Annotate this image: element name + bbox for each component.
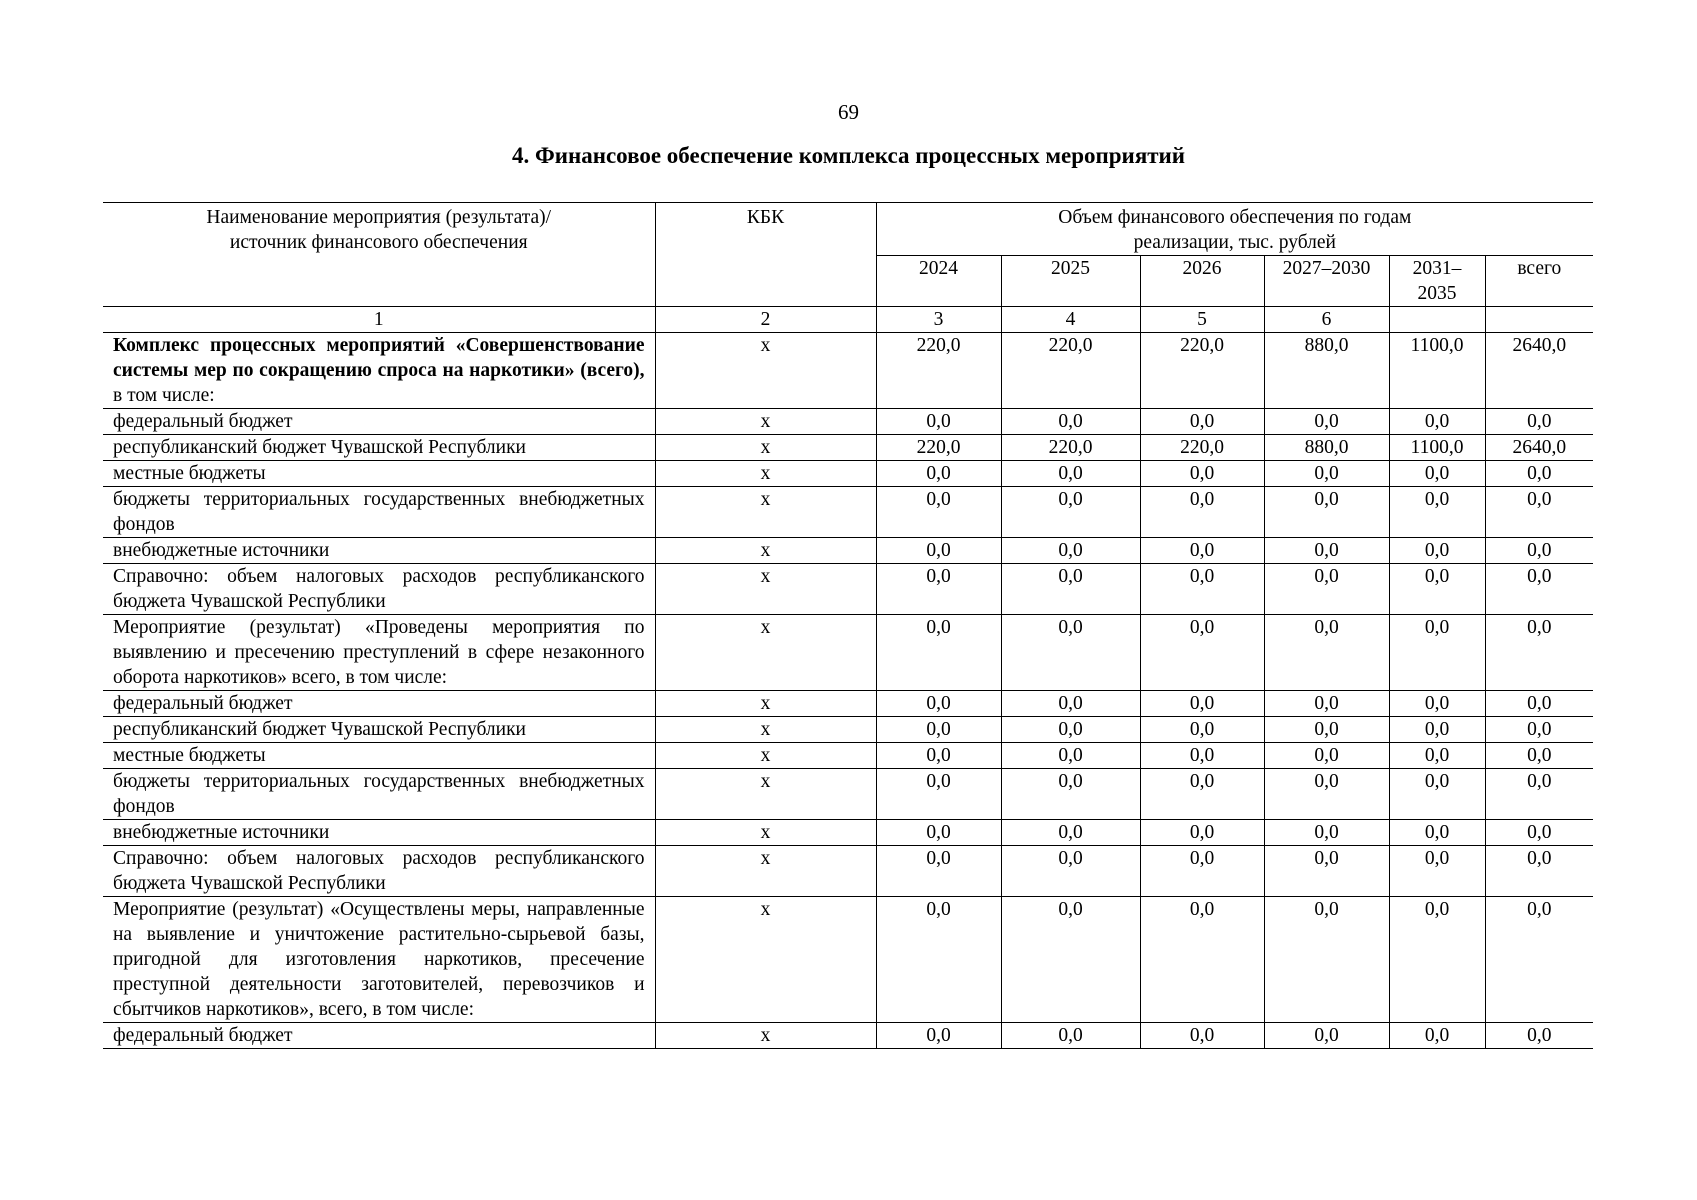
row-value: 0,0 — [1140, 615, 1264, 691]
row-name-cell — [103, 691, 655, 717]
row-value: 0,0 — [1389, 409, 1485, 435]
row-name: федеральный бюджет — [113, 693, 293, 714]
row-value: 0,0 — [1485, 897, 1593, 1023]
table-row — [103, 820, 1593, 846]
row-value: 0,0 — [1001, 409, 1140, 435]
row-kbk: х — [655, 1023, 876, 1049]
row-name-cell — [103, 743, 655, 769]
row-value: 880,0 — [1264, 333, 1389, 409]
table-row — [103, 1023, 1593, 1049]
row-kbk: х — [655, 435, 876, 461]
row-name: Мероприятие (результат) «Осуществлены меры, направленные на выявление и уничтожение растительно-сырьевой базы, пригодной для изготовления наркотиков, пресечение преступной деятельности заготовителей, перевозчиков и сбытчиков наркотиков», всего, в том числе: — [113, 899, 645, 1020]
row-value: 0,0 — [1389, 461, 1485, 487]
row-value: 1100,0 — [1389, 435, 1485, 461]
col-number-5: 5 — [1140, 307, 1264, 333]
row-value: 220,0 — [1001, 435, 1140, 461]
header-volume-line-1: Объем финансового обеспечения по годам — [1058, 207, 1412, 228]
row-name: в том числе: — [113, 385, 215, 406]
row-value: 0,0 — [1264, 846, 1389, 897]
row-value: 0,0 — [1140, 846, 1264, 897]
header-name-line-1: Наименование мероприятия (результата)/ — [206, 207, 552, 228]
col-number-8 — [1485, 307, 1593, 333]
row-value: 0,0 — [1001, 717, 1140, 743]
row-value: 0,0 — [1001, 564, 1140, 615]
row-value: 0,0 — [1264, 717, 1389, 743]
row-kbk: х — [655, 769, 876, 820]
table-row — [103, 769, 1593, 820]
row-name-cell — [103, 409, 655, 435]
row-name: внебюджетные источники — [113, 540, 330, 561]
row-value: 0,0 — [876, 691, 1001, 717]
row-name-cell — [103, 461, 655, 487]
column-number-row — [103, 307, 1593, 333]
row-value: 0,0 — [1001, 538, 1140, 564]
row-value: 0,0 — [1001, 743, 1140, 769]
table-row — [103, 615, 1593, 691]
row-value: 1100,0 — [1389, 333, 1485, 409]
row-kbk: х — [655, 487, 876, 538]
row-kbk: х — [655, 615, 876, 691]
row-value: 0,0 — [876, 487, 1001, 538]
row-value: 0,0 — [876, 409, 1001, 435]
page-number: 69 — [838, 100, 859, 124]
row-value: 0,0 — [1389, 743, 1485, 769]
row-value: 0,0 — [1140, 820, 1264, 846]
row-value: 220,0 — [1001, 333, 1140, 409]
table-row — [103, 717, 1593, 743]
row-value: 220,0 — [1140, 435, 1264, 461]
row-value: 0,0 — [1389, 564, 1485, 615]
col-number-7 — [1389, 307, 1485, 333]
col-number-4: 4 — [1001, 307, 1140, 333]
row-value: 0,0 — [1001, 691, 1140, 717]
row-value: 0,0 — [1389, 691, 1485, 717]
row-name-cell — [103, 333, 655, 409]
header-year-2031-2035 — [1389, 256, 1485, 307]
row-value: 0,0 — [876, 717, 1001, 743]
table-row — [103, 743, 1593, 769]
row-value: 0,0 — [1389, 769, 1485, 820]
row-value: 0,0 — [1140, 743, 1264, 769]
row-kbk: х — [655, 717, 876, 743]
row-value: 0,0 — [1264, 691, 1389, 717]
row-value: 0,0 — [1389, 846, 1485, 897]
row-value: 0,0 — [1264, 461, 1389, 487]
col-number-2: 2 — [655, 307, 876, 333]
header-volume-cell — [876, 203, 1593, 256]
row-name-cell — [103, 1023, 655, 1049]
table-row — [103, 409, 1593, 435]
row-value: 0,0 — [876, 820, 1001, 846]
row-value: 0,0 — [1485, 487, 1593, 538]
row-value: 0,0 — [1485, 691, 1593, 717]
row-value: 0,0 — [1389, 1023, 1485, 1049]
row-value: 0,0 — [876, 1023, 1001, 1049]
row-value: 0,0 — [1389, 820, 1485, 846]
row-value: 0,0 — [1264, 487, 1389, 538]
row-value: 0,0 — [876, 564, 1001, 615]
row-kbk: х — [655, 333, 876, 409]
row-name-cell — [103, 717, 655, 743]
table-row — [103, 435, 1593, 461]
row-value: 880,0 — [1264, 435, 1389, 461]
row-kbk: х — [655, 538, 876, 564]
row-value: 0,0 — [1389, 615, 1485, 691]
col-number-3: 3 — [876, 307, 1001, 333]
header-name-line-2: источник финансового обеспечения — [229, 232, 528, 253]
row-value: 0,0 — [1140, 461, 1264, 487]
row-value: 0,0 — [1140, 487, 1264, 538]
row-value: 0,0 — [876, 743, 1001, 769]
row-value: 0,0 — [1485, 461, 1593, 487]
header-row-1 — [103, 203, 1593, 256]
row-value: 0,0 — [1264, 897, 1389, 1023]
row-name: республиканский бюджет Чувашской Республики — [113, 719, 526, 740]
row-value: 0,0 — [1389, 538, 1485, 564]
row-name: местные бюджеты — [113, 745, 266, 766]
row-value: 0,0 — [1485, 615, 1593, 691]
row-value: 0,0 — [1140, 897, 1264, 1023]
row-kbk: х — [655, 409, 876, 435]
row-value: 0,0 — [1140, 769, 1264, 820]
row-name-cell — [103, 820, 655, 846]
row-value: 220,0 — [876, 333, 1001, 409]
row-value: 0,0 — [1389, 487, 1485, 538]
row-value: 0,0 — [1264, 1023, 1389, 1049]
header-year-2024: 2024 — [876, 256, 1001, 307]
header-volume-line-2: реализации, тыс. рублей — [1133, 232, 1336, 253]
row-value: 0,0 — [1140, 717, 1264, 743]
row-value: 0,0 — [1001, 897, 1140, 1023]
row-value: 0,0 — [1485, 538, 1593, 564]
row-value: 0,0 — [1389, 717, 1485, 743]
col-number-1: 1 — [103, 307, 655, 333]
row-value: 0,0 — [876, 769, 1001, 820]
row-value: 0,0 — [1001, 769, 1140, 820]
row-name-cell — [103, 846, 655, 897]
row-kbk: х — [655, 743, 876, 769]
table-row — [103, 846, 1593, 897]
row-kbk: х — [655, 564, 876, 615]
row-value: 0,0 — [1485, 1023, 1593, 1049]
table-row — [103, 461, 1593, 487]
row-name: бюджеты территориальных государственных внебюджетных фондов — [113, 771, 645, 817]
row-value: 0,0 — [1485, 846, 1593, 897]
row-value: 0,0 — [1001, 846, 1140, 897]
row-value: 0,0 — [1485, 743, 1593, 769]
row-value: 0,0 — [1485, 820, 1593, 846]
row-value: 0,0 — [1001, 1023, 1140, 1049]
row-value: 0,0 — [1140, 691, 1264, 717]
row-value: 0,0 — [1001, 461, 1140, 487]
row-name: федеральный бюджет — [113, 411, 293, 432]
row-name: местные бюджеты — [113, 463, 266, 484]
row-value: 0,0 — [876, 538, 1001, 564]
row-value: 0,0 — [1001, 820, 1140, 846]
row-value: 220,0 — [1140, 333, 1264, 409]
table-row — [103, 691, 1593, 717]
row-value: 0,0 — [1264, 538, 1389, 564]
row-name-cell — [103, 897, 655, 1023]
row-kbk: х — [655, 846, 876, 897]
row-value: 0,0 — [1140, 538, 1264, 564]
row-value: 0,0 — [1389, 897, 1485, 1023]
row-value: 0,0 — [1001, 615, 1140, 691]
header-year-2031-line-1: 2031– — [1412, 258, 1462, 279]
table-row — [103, 333, 1593, 409]
table-row — [103, 897, 1593, 1023]
row-value: 0,0 — [1485, 769, 1593, 820]
row-name: республиканский бюджет Чувашской Республики — [113, 437, 526, 458]
row-value: 0,0 — [1264, 820, 1389, 846]
table-row — [103, 487, 1593, 538]
row-value: 0,0 — [1140, 564, 1264, 615]
row-value: 0,0 — [1264, 409, 1389, 435]
row-name-cell — [103, 538, 655, 564]
header-kbk-cell: КБК — [655, 203, 876, 307]
row-name-bold: Комплекс процессных мероприятий «Совершенствование системы мер по сокращению спроса на наркотики» (всего), — [113, 335, 645, 381]
row-name: федеральный бюджет — [113, 1025, 293, 1046]
row-name-cell — [103, 615, 655, 691]
row-value: 0,0 — [1140, 409, 1264, 435]
row-value: 2640,0 — [1485, 333, 1593, 409]
row-value: 0,0 — [1485, 409, 1593, 435]
row-name: бюджеты территориальных государственных внебюджетных фондов — [113, 489, 645, 535]
header-year-2031-line-2: 2035 — [1417, 283, 1457, 304]
header-year-2027-2030: 2027–2030 — [1264, 256, 1389, 307]
row-value: 0,0 — [1264, 564, 1389, 615]
row-kbk: х — [655, 897, 876, 1023]
page-title: 4. Финансовое обеспечение комплекса процессных мероприятий — [511, 143, 1186, 168]
row-value: 0,0 — [876, 615, 1001, 691]
row-value: 0,0 — [876, 897, 1001, 1023]
row-name-cell — [103, 769, 655, 820]
table-row — [103, 538, 1593, 564]
row-name-cell — [103, 487, 655, 538]
table-row — [103, 564, 1593, 615]
row-value: 0,0 — [1140, 1023, 1264, 1049]
row-value: 0,0 — [876, 846, 1001, 897]
col-number-6: 6 — [1264, 307, 1389, 333]
row-value: 220,0 — [876, 435, 1001, 461]
row-name: внебюджетные источники — [113, 822, 330, 843]
row-value: 0,0 — [1264, 743, 1389, 769]
row-value: 0,0 — [1485, 564, 1593, 615]
row-value: 0,0 — [1264, 615, 1389, 691]
row-kbk: х — [655, 820, 876, 846]
header-year-2025: 2025 — [1001, 256, 1140, 307]
header-total: всего — [1485, 256, 1593, 307]
row-value: 0,0 — [876, 461, 1001, 487]
row-name-cell — [103, 564, 655, 615]
row-name: Справочно: объем налоговых расходов республиканского бюджета Чувашской Республики — [113, 848, 645, 894]
row-name-cell — [103, 435, 655, 461]
header-year-2026: 2026 — [1140, 256, 1264, 307]
header-name-cell — [103, 203, 655, 307]
row-value: 0,0 — [1264, 769, 1389, 820]
row-name: Справочно: объем налоговых расходов республиканского бюджета Чувашской Республики — [113, 566, 645, 612]
row-value: 2640,0 — [1485, 435, 1593, 461]
row-value: 0,0 — [1001, 487, 1140, 538]
row-kbk: х — [655, 691, 876, 717]
row-kbk: х — [655, 461, 876, 487]
row-value: 0,0 — [1485, 717, 1593, 743]
financing-table — [103, 202, 1593, 1049]
row-name: Мероприятие (результат) «Проведены мероприятия по выявлению и пресечению преступлений в сфере незаконного оборота наркотиков» всего, в том числе: — [113, 617, 645, 688]
